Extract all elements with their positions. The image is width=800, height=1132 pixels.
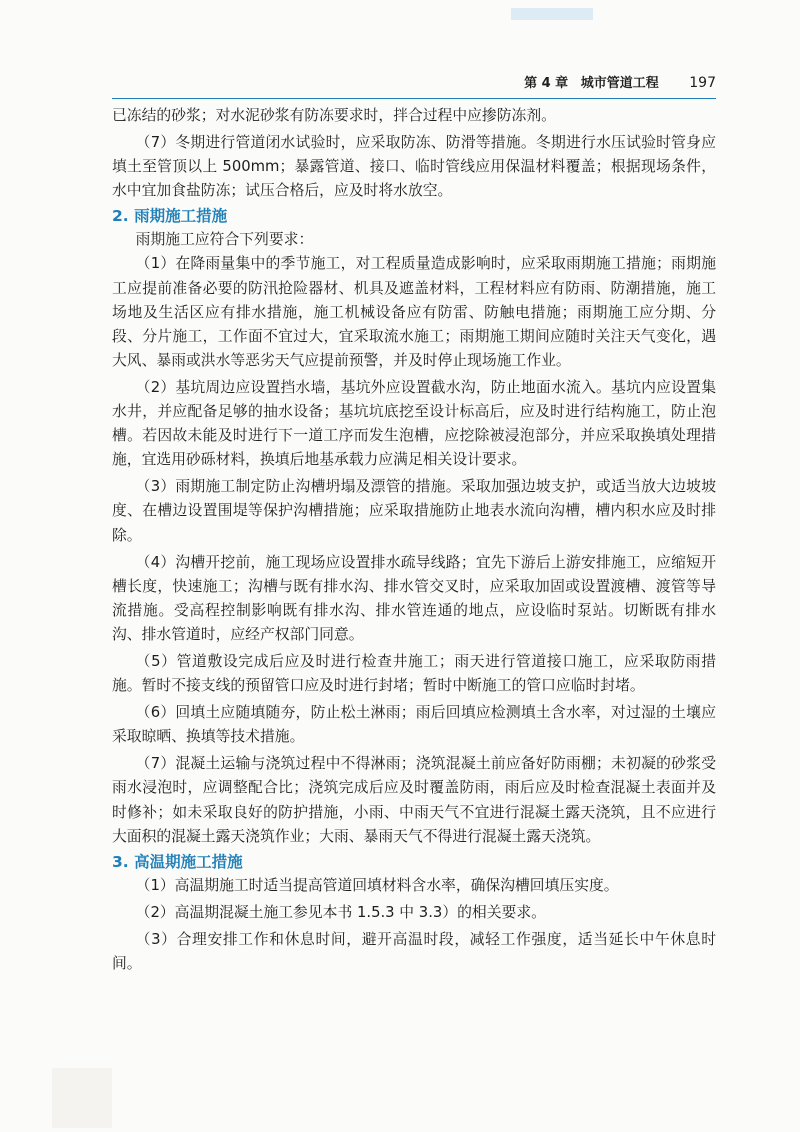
section-intro: 雨期施工应符合下列要求： <box>135 231 314 249</box>
section-heading-rainy-season: 2. 雨期施工措施 <box>112 207 228 226</box>
running-header <box>112 72 716 94</box>
list-item: （7）混凝土运输与浇筑过程中不得淋雨；浇筑混凝土前应备好防雨棚；未初凝的砂浆受雨水浸泡时，应调整配合比；浇筑完成后应及时覆盖防雨，雨后应及时检查混凝土表面并及时修补；如未采取良好的防护措施，小雨、中雨天气不宜进行混凝土露天浇筑，且不应进行大面积的混凝土露天浇筑作业；大雨、暴雨天气不得进行混凝土露天浇筑。 <box>112 755 716 845</box>
header-divider-line <box>112 98 716 99</box>
body-text <box>112 104 716 976</box>
list-item: （1）高温期施工时适当提高管道回填材料含水率，确保沟槽回填压实度。 <box>135 876 619 894</box>
page-number: 197 <box>689 75 716 91</box>
list-item: （3）合理安排工作和休息时间，避开高温时段，减轻工作强度，适当延长中午休息时间。 <box>112 930 716 972</box>
chapter-label: 第 4 章 <box>524 76 569 91</box>
page-corner-shade <box>52 1068 112 1128</box>
list-item: （1）在降雨量集中的季节施工，对工程质量造成影响时，应采取雨期施工措施；雨期施工应提前准备必要的防汛抢险器材、机具及遮盖材料，工程材料应有防雨、防潮措施，施工场地及生活区应有排水措施，施工机械设备应有防雷、防触电措施；雨期施工应分期、分段、分片施工，工作面不宜过大，宜采取流水施工；雨期施工期间应随时关注天气变化，遇大风、暴雨或洪水等恶劣天气应提前预警，并及时停止现场施工作业。 <box>112 255 716 369</box>
page-edge-tab-marker <box>511 8 593 20</box>
paragraph-winter-item-7: （7）冬期进行管道闭水试验时，应采取防冻、防滑等措施。冬期进行水压试验时管身应填土至管顶以上 500mm；暴露管道、接口、临时管线应用保温材料覆盖；根据现场条件，水中宜加食盐防冻；试压合格后，应及时将水放空。 <box>112 134 716 200</box>
chapter-title: 城市管道工程 <box>580 76 659 91</box>
list-item: （6）回填土应随填随夯，防止松土淋雨；雨后回填应检测填土含水率，对过湿的土壤应采取晾晒、换填等技术措施。 <box>112 704 716 746</box>
paragraph-continuation: 已冻结的砂浆；对水泥砂浆有防冻要求时，拌合过程中应掺防冻剂。 <box>112 107 556 124</box>
list-item: （3）雨期施工制定防止沟槽坍塌及漂管的措施。采取加强边坡支护，或适当放大边坡坡度、在槽边设置围堤等保护沟槽措施；应采取措施防止地表水流向沟槽，槽内积水应及时排除。 <box>112 478 716 544</box>
list-item: （5）管道敷设完成后应及时进行检查井施工；雨天进行管道接口施工，应采取防雨措施。暂时不接支线的预留管口应及时进行封堵；暂时中断施工的管口应临时封堵。 <box>112 652 716 695</box>
section-heading-high-temperature: 3. 高温期施工措施 <box>112 852 243 871</box>
list-item: （2）高温期混凝土施工参见本书 1.5.3 中 3.3）的相关要求。 <box>135 903 546 921</box>
list-item: （4）沟槽开挖前，施工现场应设置排水疏导线路；宜先下游后上游安排施工，应缩短开槽长度，快速施工；沟槽与既有排水沟、排水管交叉时，应采取加固或设置渡槽、渡管等导流措施。受高程控制影响既有排水沟、排水管连通的地点，应设临时泵站。切断既有排水沟、排水管道时，应经产权部门同意。 <box>112 553 716 643</box>
list-item: （2）基坑周边应设置挡水墙，基坑外应设置截水沟，防止地面水流入。基坑内应设置集水井，并应配备足够的抽水设备；基坑坑底挖至设计标高后，应及时进行结构施工，防止泡槽。若因故未能及时进行下一道工序而发生泡槽，应挖除被浸泡部分，并应采取换填处理措施，宜选用砂砾材料，换填后地基承载力应满足相关设计要求。 <box>112 378 716 469</box>
